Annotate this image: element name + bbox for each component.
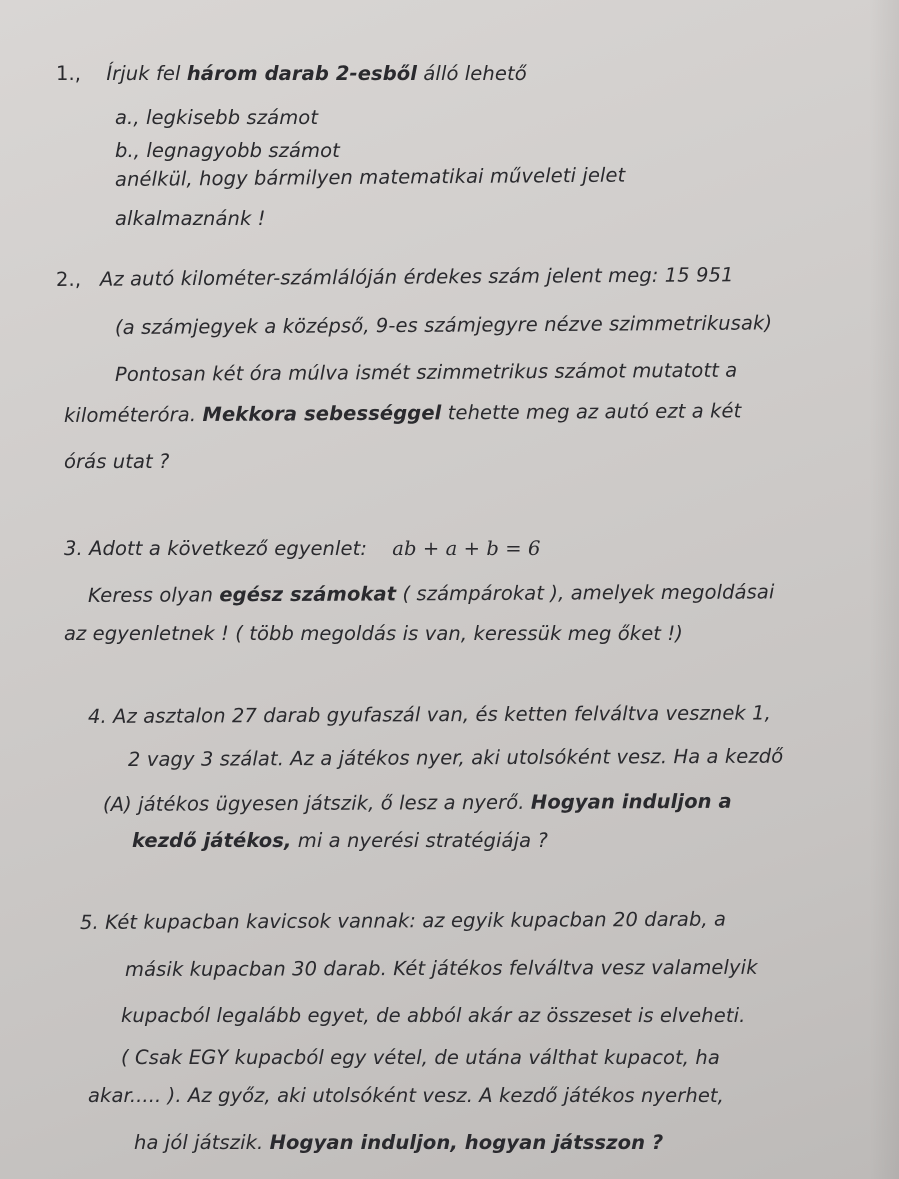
- q3-line2-c: ( számpárokat ), amelyek megoldásai: [396, 580, 775, 606]
- q5-line6-a: ha jól játszik.: [134, 1131, 270, 1154]
- q3-line1-text: 3. Adott a következő egyenlet:: [64, 537, 368, 560]
- q2-line4-c: tehette meg az autó ezt a két: [441, 399, 742, 425]
- q3-line3: az egyenletnek ! ( több megoldás is van, keressük meg őket !): [64, 622, 683, 645]
- q1-line1: [56, 62, 527, 86]
- q2-line3: Pontosan két óra múlva ismét szimmetrikus számot mutatott a: [114, 358, 738, 386]
- q2-line1: [56, 263, 734, 292]
- q3-equation: ab + a + b = 6: [392, 537, 541, 560]
- q4-line3: [103, 790, 732, 817]
- q1-line3: anélkül, hogy bármilyen matematikai műveleti jelet: [114, 163, 626, 191]
- q3-line1: [64, 537, 541, 561]
- q5-line4: ( Csak EGY kupacból egy vétel, de utána válthat kupacot, ha: [121, 1046, 720, 1069]
- q2-line4: [64, 399, 741, 428]
- q3-line2: [88, 580, 775, 608]
- q4-line4-b: mi a nyerési stratégiája ?: [291, 829, 548, 852]
- q1-text-a: Írjuk fel: [106, 62, 187, 85]
- q5-line2: másik kupacban 30 darab. Két játékos felváltva vesz valamelyik: [124, 955, 758, 981]
- q4-line2: 2 vagy 3 szálat. Az a játékos nyer, aki utolsóként vesz. Ha a kezdő: [127, 744, 784, 771]
- q3-line2-b: egész számokat: [219, 582, 397, 607]
- q2-line4-b: Mekkora sebességgel: [202, 401, 442, 427]
- q4-line3-b: Hogyan induljon a: [530, 789, 732, 814]
- q2-line5: órás utat ?: [64, 450, 170, 473]
- q1-text-b: három darab 2-esből: [186, 62, 418, 85]
- q4-line3-a: (A) játékos ügyesen játszik, ő lesz a nyerő.: [102, 790, 531, 816]
- q5-line3: kupacból legalább egyet, de abból akár az összeset is elveheti.: [121, 1004, 746, 1027]
- q5-line6-b: Hogyan induljon, hogyan játsszon ?: [269, 1131, 664, 1154]
- q1-item-a: a., legkisebb számot: [115, 106, 319, 129]
- q5-line1: 5. Két kupacban kavicsok vannak: az egyik kupacban 20 darab, a: [79, 907, 727, 934]
- q3-line2-a: Keress olyan: [87, 583, 220, 607]
- q1-number: 1.,: [56, 62, 82, 85]
- q5-line5: akar..... ). Az győz, aki utolsóként vesz. A kezdő játékos nyerhet,: [88, 1084, 724, 1107]
- q5-line6: [134, 1131, 663, 1155]
- q2-line1-text: Az autó kilométer-számlálóján érdekes szám jelent meg: 15 951: [99, 263, 734, 291]
- q4-line4: [132, 829, 548, 853]
- q2-number: 2.,: [55, 267, 82, 291]
- q1-item-b: b., legnagyobb számot: [115, 139, 340, 162]
- page-edge-shadow: [869, 0, 899, 1179]
- q2-line2: (a számjegyek a középső, 9-es számjegyre nézve szimmetrikusak): [114, 311, 773, 339]
- q2-line4-a: kilométeróra.: [63, 403, 203, 427]
- q1-text-c: álló lehető: [417, 62, 527, 85]
- q4-line4-a: kezdő játékos,: [132, 829, 292, 852]
- q4-line1: 4. Az asztalon 27 darab gyufaszál van, és ketten felváltva vesznek 1,: [87, 701, 771, 728]
- q1-line4: alkalmaznánk !: [115, 207, 266, 230]
